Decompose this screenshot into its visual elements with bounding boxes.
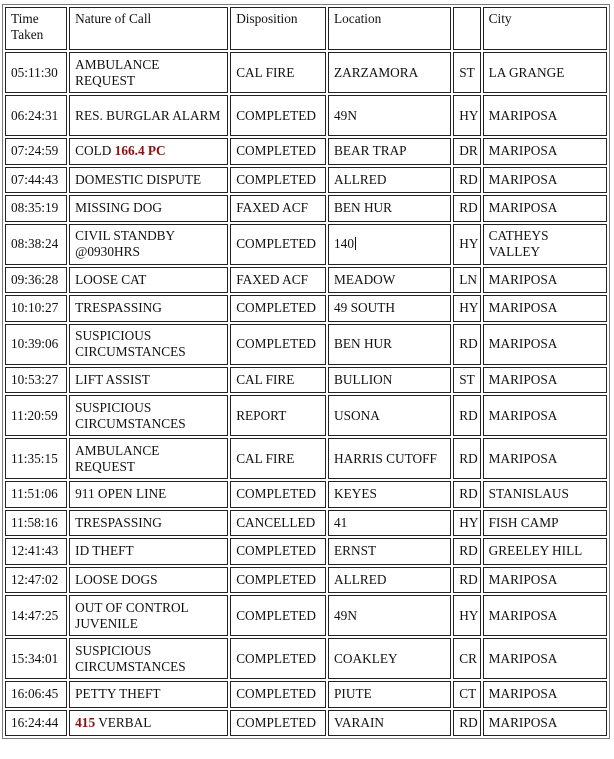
table-row <box>5 95 607 136</box>
column-header-disposition: Disposition <box>230 7 326 50</box>
table-row <box>5 52 607 93</box>
time-cell: 08:35:19 <box>5 195 67 222</box>
table-row <box>5 481 607 508</box>
city-cell: MARIPOSA <box>483 295 607 322</box>
time-cell: 11:58:16 <box>5 510 67 537</box>
suffix-cell: HY <box>453 510 480 537</box>
nature-cell: SUSPICIOUS CIRCUMSTANCES <box>69 324 228 365</box>
time-cell: 10:53:27 <box>5 367 67 394</box>
location-text: 140 <box>334 236 354 251</box>
suffix-cell: RD <box>453 567 480 594</box>
header-row <box>5 7 607 50</box>
table-row <box>5 595 607 636</box>
table-row <box>5 195 607 222</box>
time-cell: 16:06:45 <box>5 681 67 708</box>
time-cell: 12:47:02 <box>5 567 67 594</box>
time-cell: 05:11:30 <box>5 52 67 93</box>
city-cell: MARIPOSA <box>483 324 607 365</box>
table-row <box>5 681 607 708</box>
location-cell: MEADOW <box>328 267 451 294</box>
city-cell: MARIPOSA <box>483 681 607 708</box>
time-cell: 16:24:44 <box>5 710 67 737</box>
table-row <box>5 167 607 194</box>
table-row <box>5 510 607 537</box>
suffix-cell: HY <box>453 595 480 636</box>
table-row <box>5 395 607 436</box>
table-row <box>5 295 607 322</box>
penal-code-highlight: 415 <box>75 714 96 730</box>
time-cell: 10:39:06 <box>5 324 67 365</box>
time-cell: 14:47:25 <box>5 595 67 636</box>
disposition-cell: REPORT <box>230 395 326 436</box>
nature-cell: AMBULANCE REQUEST <box>69 52 228 93</box>
disposition-cell: COMPLETED <box>230 710 326 737</box>
time-cell: 06:24:31 <box>5 95 67 136</box>
disposition-cell: COMPLETED <box>230 95 326 136</box>
location-cell: VARAIN <box>328 710 451 737</box>
table-row <box>5 438 607 479</box>
nature-cell: TRESPASSING <box>69 510 228 537</box>
city-cell: GREELEY HILL <box>483 538 607 565</box>
column-header-time <box>5 7 67 50</box>
time-cell: 11:20:59 <box>5 395 67 436</box>
nature-cell: OUT OF CONTROL JUVENILE <box>69 595 228 636</box>
disposition-cell: FAXED ACF <box>230 267 326 294</box>
nature-cell: LOOSE CAT <box>69 267 228 294</box>
location-cell: BEN HUR <box>328 324 451 365</box>
location-cell: USONA <box>328 395 451 436</box>
nature-cell <box>69 710 228 737</box>
nature-cell: LOOSE DOGS <box>69 567 228 594</box>
location-cell: ALLRED <box>328 567 451 594</box>
location-cell: BEAR TRAP <box>328 138 451 165</box>
nature-text: VERBAL <box>98 714 152 730</box>
disposition-cell: CAL FIRE <box>230 52 326 93</box>
suffix-cell: RD <box>453 324 480 365</box>
location-cell: 49 SOUTH <box>328 295 451 322</box>
nature-cell: 911 OPEN LINE <box>69 481 228 508</box>
location-cell: BEN HUR <box>328 195 451 222</box>
table-header <box>5 7 607 50</box>
location-cell: HARRIS CUTOFF <box>328 438 451 479</box>
table-row <box>5 267 607 294</box>
suffix-cell: DR <box>453 138 480 165</box>
disposition-cell: CAL FIRE <box>230 367 326 394</box>
suffix-cell: RD <box>453 538 480 565</box>
city-cell: MARIPOSA <box>483 367 607 394</box>
column-header-suffix <box>453 7 480 50</box>
call-log-document <box>2 4 610 739</box>
nature-cell: CIVIL STANDBY @0930HRS <box>69 224 228 265</box>
time-cell: 11:51:06 <box>5 481 67 508</box>
table-row <box>5 538 607 565</box>
suffix-cell: RD <box>453 395 480 436</box>
suffix-cell: LN <box>453 267 480 294</box>
city-cell: MARIPOSA <box>483 195 607 222</box>
disposition-cell: FAXED ACF <box>230 195 326 222</box>
time-cell: 10:10:27 <box>5 295 67 322</box>
city-cell: MARIPOSA <box>483 595 607 636</box>
suffix-cell: RD <box>453 710 480 737</box>
disposition-cell: CAL FIRE <box>230 438 326 479</box>
suffix-cell: CR <box>453 638 480 679</box>
table-row <box>5 638 607 679</box>
time-cell: 15:34:01 <box>5 638 67 679</box>
location-cell: ALLRED <box>328 167 451 194</box>
nature-cell: RES. BURGLAR ALARM <box>69 95 228 136</box>
time-cell: 08:38:24 <box>5 224 67 265</box>
suffix-cell: RD <box>453 195 480 222</box>
city-cell: STANISLAUS <box>483 481 607 508</box>
disposition-cell: COMPLETED <box>230 295 326 322</box>
nature-cell <box>69 138 228 165</box>
city-cell: MARIPOSA <box>483 567 607 594</box>
nature-cell: TRESPASSING <box>69 295 228 322</box>
text-cursor <box>355 237 356 250</box>
disposition-cell: COMPLETED <box>230 681 326 708</box>
time-header-line2: Taken <box>11 27 44 42</box>
location-cell[interactable] <box>328 224 451 265</box>
location-cell: BULLION <box>328 367 451 394</box>
suffix-cell: CT <box>453 681 480 708</box>
table-row <box>5 324 607 365</box>
location-cell: 49N <box>328 95 451 136</box>
city-cell: MARIPOSA <box>483 438 607 479</box>
nature-text: COLD <box>75 143 112 159</box>
city-cell: MARIPOSA <box>483 395 607 436</box>
location-cell: 41 <box>328 510 451 537</box>
disposition-cell: CANCELLED <box>230 510 326 537</box>
nature-cell: DOMESTIC DISPUTE <box>69 167 228 194</box>
suffix-cell: ST <box>453 52 480 93</box>
location-cell: ERNST <box>328 538 451 565</box>
disposition-cell: COMPLETED <box>230 595 326 636</box>
disposition-cell: COMPLETED <box>230 324 326 365</box>
location-cell: 49N <box>328 595 451 636</box>
city-cell: MARIPOSA <box>483 710 607 737</box>
suffix-cell: HY <box>453 95 480 136</box>
city-cell: MARIPOSA <box>483 267 607 294</box>
nature-cell: MISSING DOG <box>69 195 228 222</box>
nature-cell: PETTY THEFT <box>69 681 228 708</box>
nature-cell: SUSPICIOUS CIRCUMSTANCES <box>69 395 228 436</box>
table-row <box>5 567 607 594</box>
disposition-cell: COMPLETED <box>230 638 326 679</box>
location-cell: ZARZAMORA <box>328 52 451 93</box>
location-cell: COAKLEY <box>328 638 451 679</box>
nature-cell: SUSPICIOUS CIRCUMSTANCES <box>69 638 228 679</box>
disposition-cell: COMPLETED <box>230 167 326 194</box>
table-body <box>5 52 607 736</box>
time-cell: 12:41:43 <box>5 538 67 565</box>
table-row <box>5 138 607 165</box>
city-cell: MARIPOSA <box>483 638 607 679</box>
disposition-cell: COMPLETED <box>230 224 326 265</box>
time-cell: 11:35:15 <box>5 438 67 479</box>
disposition-cell: COMPLETED <box>230 481 326 508</box>
table-row <box>5 710 607 737</box>
location-cell: PIUTE <box>328 681 451 708</box>
city-cell: MARIPOSA <box>483 138 607 165</box>
location-cell: KEYES <box>328 481 451 508</box>
suffix-cell: RD <box>453 438 480 479</box>
disposition-cell: COMPLETED <box>230 138 326 165</box>
penal-code-highlight: 166.4 PC <box>114 143 166 159</box>
suffix-cell: RD <box>453 167 480 194</box>
disposition-cell: COMPLETED <box>230 567 326 594</box>
table-row <box>5 224 607 265</box>
suffix-cell: ST <box>453 367 480 394</box>
suffix-cell: HY <box>453 224 480 265</box>
column-header-nature: Nature of Call <box>69 7 228 50</box>
city-cell: LA GRANGE <box>483 52 607 93</box>
city-cell: CATHEYS VALLEY <box>483 224 607 265</box>
nature-cell: LIFT ASSIST <box>69 367 228 394</box>
time-cell: 07:44:43 <box>5 167 67 194</box>
time-cell: 07:24:59 <box>5 138 67 165</box>
city-cell: FISH CAMP <box>483 510 607 537</box>
table-row <box>5 367 607 394</box>
call-log-table <box>2 4 610 739</box>
nature-cell: AMBULANCE REQUEST <box>69 438 228 479</box>
column-header-city: City <box>483 7 607 50</box>
city-cell: MARIPOSA <box>483 167 607 194</box>
suffix-cell: HY <box>453 295 480 322</box>
city-cell: MARIPOSA <box>483 95 607 136</box>
time-cell: 09:36:28 <box>5 267 67 294</box>
nature-cell: ID THEFT <box>69 538 228 565</box>
column-header-location: Location <box>328 7 451 50</box>
time-header-line1: Time <box>11 11 39 26</box>
disposition-cell: COMPLETED <box>230 538 326 565</box>
suffix-cell: RD <box>453 481 480 508</box>
